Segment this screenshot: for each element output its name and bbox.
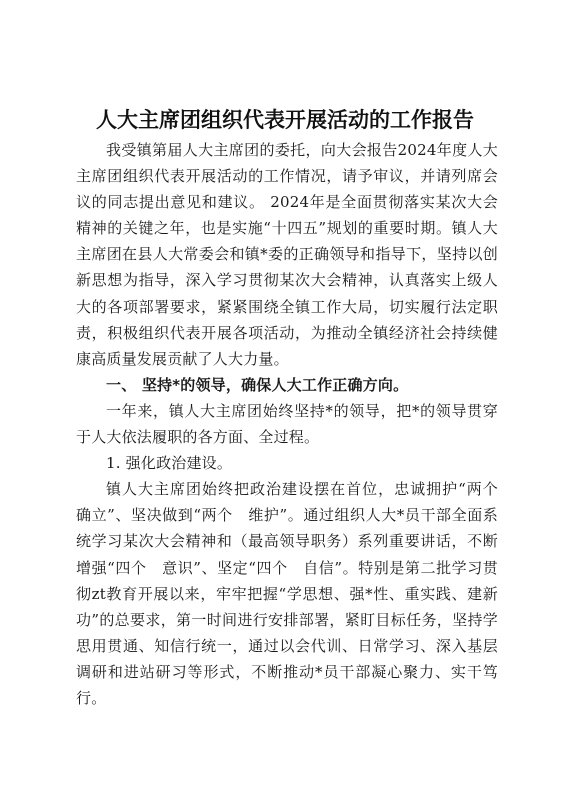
intro-paragraph: 我受镇第届人大主席团的委托，向大会报告2024年度人大主席团组织代表开展活动的工作情况，请予审议，并请列席会议的同志提出意见和建议。 2024年是全面贯彻落实某次大会精神的关键之年，也是实施“十四五”规划的重要时期。镇人大主席团在县人大常委会和镇*委的正确领导和指导下，坚持以创新思想为指导，深入学习贯彻某次大会精神，认真落实上级人大的各项部署要求，紧紧围绕全镇工作大局，切实履行法定职责，积极组织代表开展各项活动，为推动全镇经济社会持续健康高质量发展贡献了人大力量。 <box>76 141 498 368</box>
report-body <box>76 137 498 711</box>
report-title: 人大主席团组织代表开展活动的工作报告 <box>96 108 474 132</box>
section-intro-paragraph: 一年来，镇人大主席团始终坚持*的领导，把*的领导贯穿于人大依法履职的各方面、全过程。 <box>76 401 498 447</box>
subsection-heading: 1. 强化政治建设。 <box>106 454 233 473</box>
subsection-paragraph: 镇人大主席团始终把政治建设摆在首位，忠诚拥护“两个 确立”、坚决做到“两个 维护”。通过组织人大*员干部全面系统学习某次大会精神和（最高领导职务）系列重要讲话，不断增强“四个 意识”、坚定“四个 自信”。特别是第二批学习贯彻zt教育开展以来，牢牢把握“学思想、强*性、重实践、建新功”的总要求，第一时间进行安排部署，紧盯目标任务，坚持学思用贯通、知信行统一，通过以会代训、日常学习、深入基层调研和进站研习等形式，不断推动*员干部凝心聚力、实干笃行。 <box>76 480 498 707</box>
section-heading: 一、 坚持*的领导，确保人大工作正确方向。 <box>106 375 409 394</box>
